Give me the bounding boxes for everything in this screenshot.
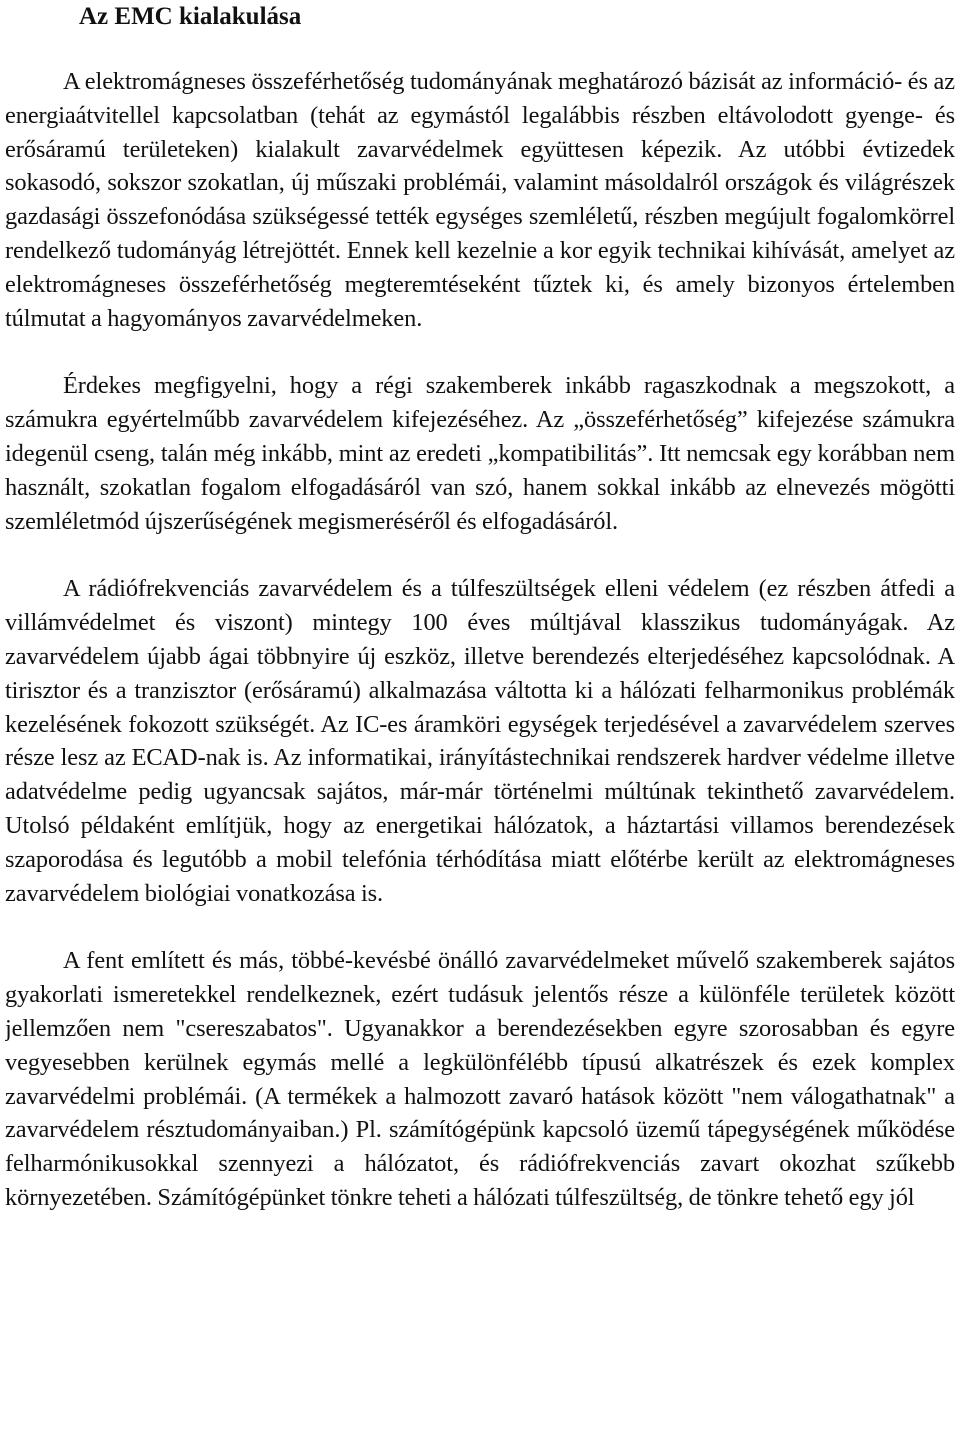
paragraph-terminology: Érdekes megfigyelni, hogy a régi szakemberek inkább ragaszkodnak a megszokott, a számukra egyértelműbb zavarvédelem kifejezéséhez. Az „összeférhetőség” kifejezése számukra idegenül cseng, talán még inkább, mint az eredeti „kompatibilitás”. Itt nemcsak egy korábban nem használt, szokatlan fogalom elfogadásáról van szó, hanem sokkal inkább az elnevezés mögötti szemléletmód újszerűségének megismeréséről és elfogadásáról. — [5, 372, 955, 535]
paragraph-emc-basis: A elektromágneses összeférhetőség tudományának meghatározó bázisát az információ- és az energiaátvitellel kapcsolatban (tehát az egymástól legalábbis részben eltávolodott gyenge- és erősáramú területeken) kialakult zavarvédelmek együttesen képezik. Az utóbbi évtizedek sokasodó, sokszor szokatlan, új műszaki problémái, valamint másoldalról országok és világrészek gazdasági összefonódása szükségessé tették egységes szemléletű, részben megújult fogalomkörrel rendelkező tudományág létrejöttét. Ennek kell kezelnie a kor egyik technikai kihívását, amelyet az elektromágneses összeférhetőség megteremtéseként tűztek ki, és amely bizonyos értelemben túlmutat a hagyományos zavarvédelmeken. — [5, 68, 955, 332]
paragraph-history: A rádiófrekvenciás zavarvédelem és a túlfeszültségek elleni védelem (ez részben átfedi a villámvédelmet és viszont) mintegy 100 éves múltjával klasszikus tudományágak. Az zavarvédelem újabb ágai többnyire új eszköz, illetve berendezés elterjedéséhez kapcsolódnak. A tirisztor és a tranzisztor (erősáramú) alkalmazása váltotta ki a hálózati felharmonikus problémák kezelésének fokozott szükségét. Az IC-es áramköri egységek terjedésével a zavarvédelem szerves része lesz az ECAD-nak is. Az informatikai, irányítástechnikai rendszerek hardver védelme illetve adatvédelme pedig ugyancsak sajátos, már-már történelmi múltúnak tekinthető zavarvédelem. Utolsó példaként említjük, hogy az energetikai hálózatok, a háztartási villamos berendezések szaporodása és legutóbb a mobil telefónia térhódítása miatt előtérbe került az elektromágneses zavarvédelem biológiai vonatkozása is. — [5, 575, 955, 907]
document-page — [5, 0, 955, 1452]
document-title: Az EMC kialakulása — [79, 3, 302, 30]
paragraph-specialists: A fent említett és más, többé-kevésbé önálló zavarvédelmeket művelő szakemberek sajátos gyakorlati ismeretekkel rendelkeznek, ezért tudásuk jelentős része a különféle területek között jellemzően nem "csereszabatos". Ugyanakkor a berendezésekben egyre szorosabban és egyre vegyesebben kerülnek egymás mellé a legkülönfélébb típusú alkatrészek és ezek komplex zavarvédelmi problémái. (A termékek a halmozott zavaró hatások között "nem válogathatnak" a zavarvédelem résztudományaiban.) Pl. számítógépünk kapcsoló üzemű tápegységének működése felharmónikusokkal szennyezi a hálózatot, és rádiófrekvenciás zavart okozhat szűkebb környezetében. Számítógépünket tönkre teheti a hálózati túlfeszültség, de tönkre tehető egy jól — [5, 947, 955, 1211]
